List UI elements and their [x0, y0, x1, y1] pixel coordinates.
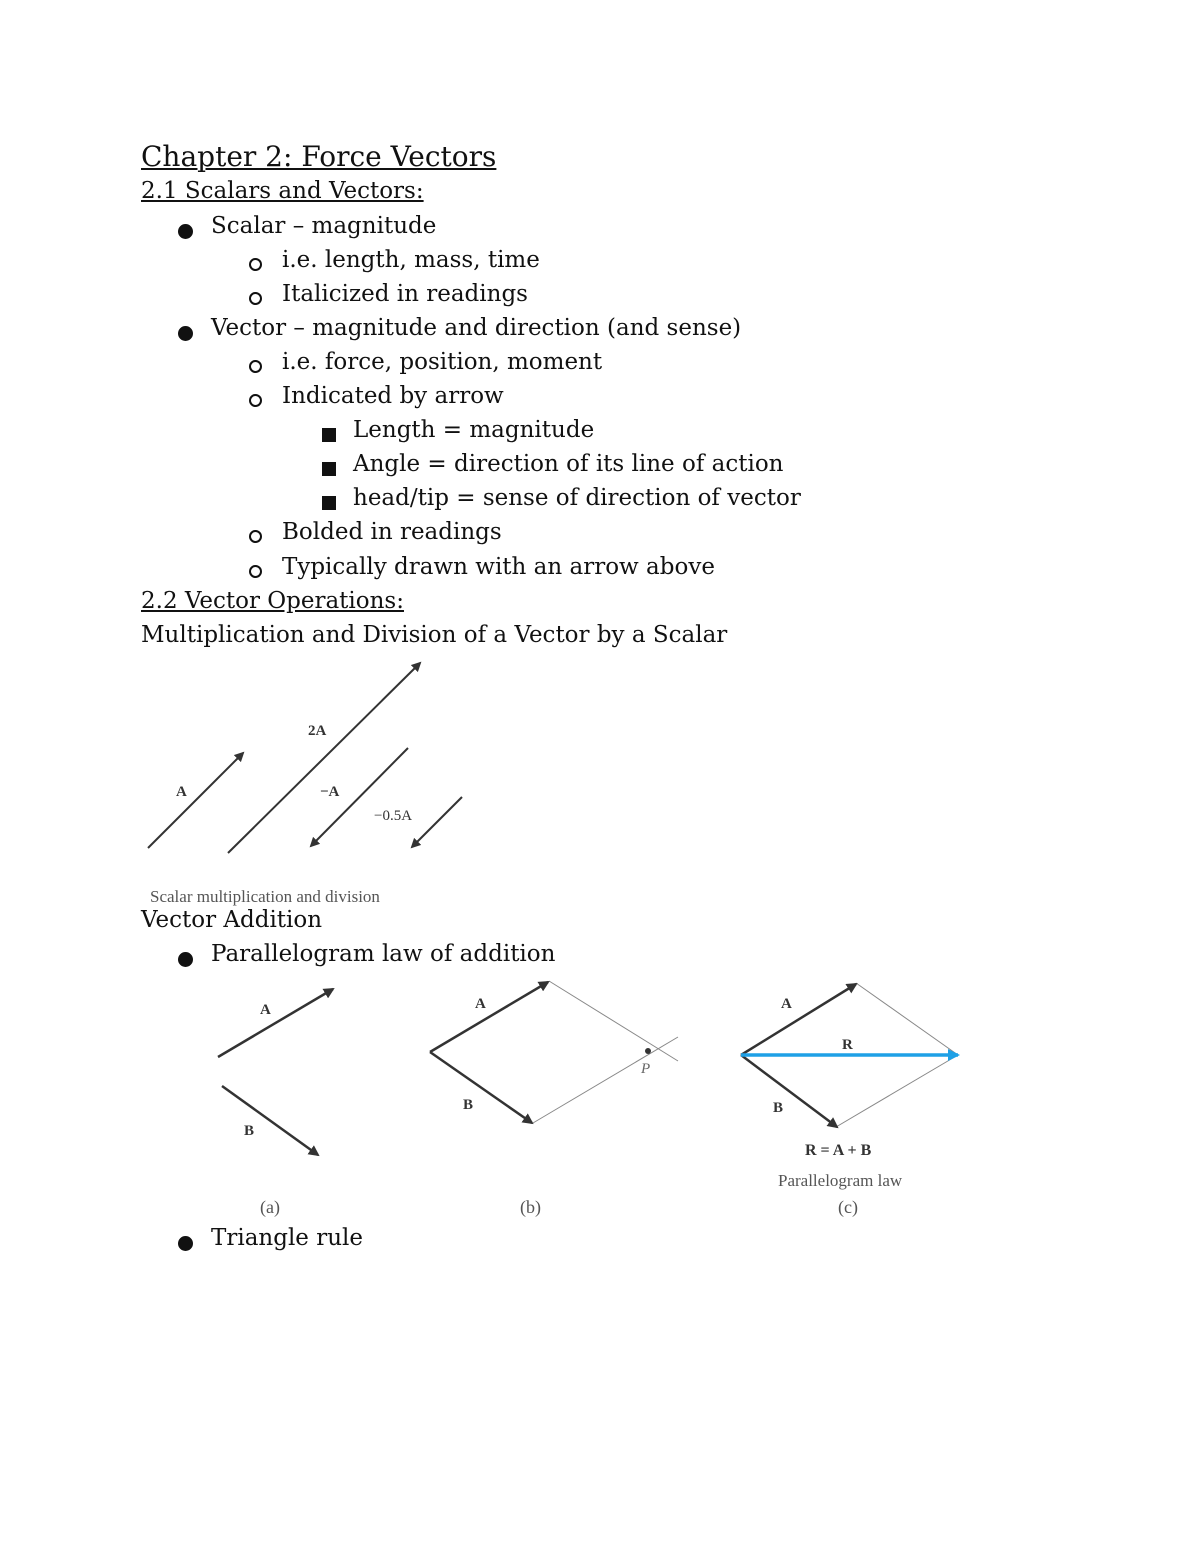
bullet-square [322, 496, 336, 510]
scalar-item: Scalar – magnitude [211, 213, 437, 239]
panel-c-vector-b [741, 1055, 837, 1127]
bullet-dot [178, 224, 193, 239]
bullet-circle [249, 258, 262, 271]
scalar-multiplication-figure [140, 655, 480, 910]
vector-a-arrow [148, 753, 243, 848]
vector-neg-half-a-arrow [412, 797, 462, 847]
panel-a-vector-b [222, 1086, 318, 1155]
bullet-square [322, 462, 336, 476]
bullet-circle [249, 565, 262, 578]
panel-label-c: (c) [838, 1197, 858, 1217]
label-2a: 2A [308, 723, 327, 739]
panel-c-vector-a [741, 984, 856, 1055]
point-p [645, 1048, 651, 1054]
parallelogram-item: Parallelogram law of addition [211, 941, 556, 967]
label-neg-half-a: −0.5A [374, 808, 413, 824]
arrow-detail-item: Angle = direction of its line of action [353, 451, 784, 477]
multiplication-heading: Multiplication and Division of a Vector by a Scalar [141, 622, 728, 648]
panel-c-label-a: A [781, 996, 792, 1012]
triangle-rule-item: Triangle rule [211, 1225, 363, 1251]
parallelogram-caption: Parallelogram law [778, 1171, 903, 1190]
panel-c-label-r: R [842, 1037, 853, 1053]
bullet-dot [178, 1236, 193, 1251]
label-a: A [176, 784, 187, 800]
scalar-subitem: Italicized in readings [282, 281, 528, 307]
panel-b-construction-line [533, 1037, 678, 1123]
bullet-square [322, 428, 336, 442]
bullet-dot [178, 952, 193, 967]
vector-item: Vector – magnitude and direction (and sense) [211, 315, 742, 341]
panel-c-label-b: B [773, 1100, 784, 1116]
bullet-circle [249, 360, 262, 373]
panel-c-construction-line [856, 983, 958, 1055]
section-heading-2-2: 2.2 Vector Operations: [141, 588, 404, 614]
panel-a-vector-a [218, 989, 333, 1057]
panel-b-vector-a [430, 982, 548, 1052]
panel-label-a: (a) [260, 1197, 280, 1217]
panel-b-label-p: P [641, 1061, 651, 1077]
panel-b-label-a: A [475, 996, 486, 1012]
resultant-equation: R = A + B [805, 1142, 872, 1159]
section-heading-2-1: 2.1 Scalars and Vectors: [141, 178, 424, 204]
vector-subitem: Indicated by arrow [282, 383, 504, 409]
label-neg-a: −A [320, 784, 340, 800]
scalar-subitem: i.e. length, mass, time [282, 247, 540, 273]
bullet-circle [249, 394, 262, 407]
panel-b-vector-b [430, 1052, 532, 1123]
panel-a-label-b: B [244, 1123, 255, 1139]
panel-b-label-b: B [463, 1097, 474, 1113]
bullet-dot [178, 326, 193, 341]
bullet-circle [249, 530, 262, 543]
vector-2a-arrow [228, 663, 420, 853]
vector-addition-heading: Vector Addition [141, 907, 323, 933]
panel-a-label-a: A [260, 1002, 271, 1018]
panel-c-construction-line [836, 1055, 958, 1127]
panel-label-b: (b) [520, 1197, 541, 1217]
arrow-detail-item: Length = magnitude [353, 417, 595, 443]
vector-subitem: Typically drawn with an arrow above [282, 554, 715, 580]
figure-caption: Scalar multiplication and division [150, 887, 380, 906]
arrow-detail-item: head/tip = sense of direction of vector [353, 485, 801, 511]
bullet-circle [249, 292, 262, 305]
vector-subitem: Bolded in readings [282, 519, 502, 545]
vector-subitem: i.e. force, position, moment [282, 349, 603, 375]
parallelogram-law-figure [200, 975, 980, 1225]
chapter-title: Chapter 2: Force Vectors [141, 140, 497, 173]
